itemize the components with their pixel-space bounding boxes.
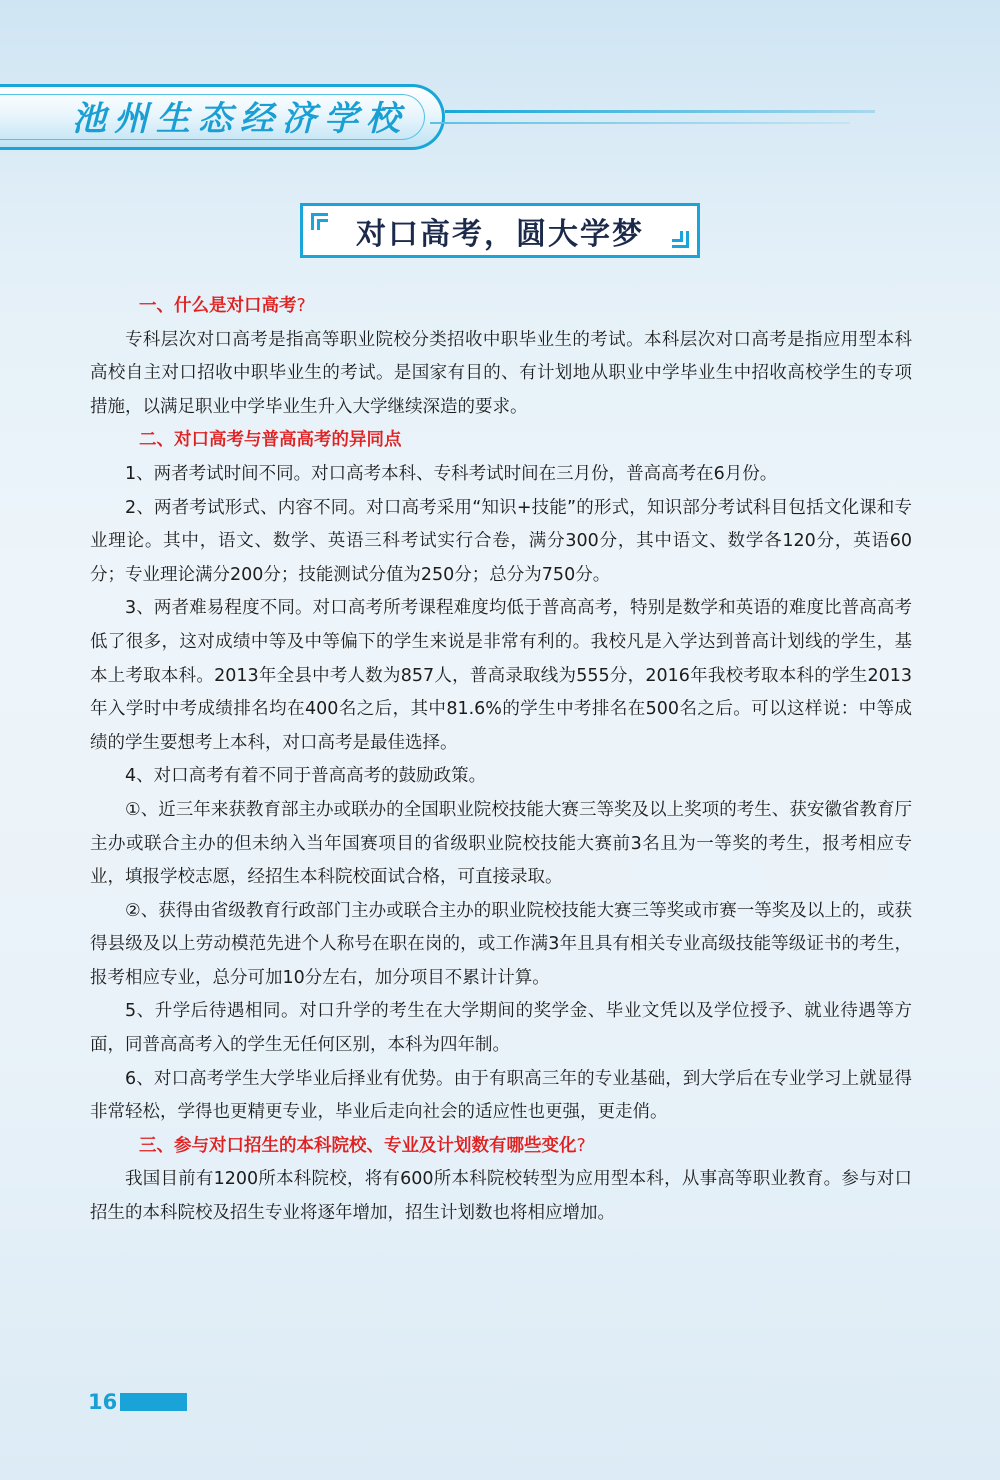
paragraph: 6、对口高考学生大学毕业后择业有优势。由于有职高三年的专业基础，到大学后在专业学习上就显得非常轻松，学得也更精更专业，毕业后走向社会的适应性也更强，更走俏。	[90, 1068, 912, 1123]
paragraph: 1、两者考试时间不同。对口高考本科、专科考试时间在三月份，普高高考在6月份。	[125, 463, 778, 484]
article-body	[90, 290, 912, 1231]
corner-ornament-top-left-inner	[317, 219, 328, 230]
section-heading-2: 二、对口高考与普高高考的异同点	[139, 430, 402, 451]
paragraph: 专科层次对口高考是指高等职业院校分类招收中职毕业生的考试。本科层次对口高考是指应用型本科高校自主对口招收中职毕业生的考试。是国家有目的、有计划地从职业中学毕业生中招收高校学生的专项措施，以满足职业中学毕业生升入大学继续深造的要求。	[90, 329, 912, 417]
paragraph: 2、两者考试形式、内容不同。对口高考采用“知识+技能”的形式，知识部分考试科目包括文化课和专业理论。其中，语文、数学、英语三科考试实行合卷，满分300分，其中语文、数学各120分，英语60分；专业理论满分200分；技能测试分值为250分；总分为750分。	[90, 497, 912, 585]
section-heading-1-text: 一、什么是对口高考	[139, 296, 297, 316]
paragraph: 我国目前有1200所本科院校，将有600所本科院校转型为应用型本科，从事高等职业教育。参与对口招生的本科院校及招生专业将逐年增加，招生计划数也将相应增加。	[90, 1169, 912, 1224]
paragraph: ②、获得由省级教育行政部门主办或联合主办的职业院校技能大赛三等奖或市赛一等奖及以上的，或获得县级及以上劳动模范先进个人称号在职在岗的，或工作满3年且具有相关专业高级技能等级证书的考生，报考相应专业，总分可加10分左右，加分项目不累计计算。	[90, 900, 912, 988]
section-heading-1-suffix: ?	[296, 296, 306, 316]
paragraph: 5、升学后待遇相同。对口升学的考生在大学期间的奖学金、毕业文凭以及学位授予、就业待遇等方面，同普高高考入的学生无任何区别，本科为四年制。	[90, 1001, 912, 1056]
school-name: 池州生态经济学校	[72, 99, 408, 139]
paragraph: 4、对口高考有着不同于普高高考的鼓励政策。	[125, 766, 487, 787]
title-box	[300, 203, 700, 258]
paragraph: ①、近三年来获教育部主办或联办的全国职业院校技能大赛三等奖及以上奖项的考生、获安徽省教育厅主办或联合主办的但未纳入当年国赛项目的省级职业院校技能大赛前3名且为一等奖的考生，报考相应专业，填报学校志愿，经招生本科院校面试合格，可直接录取。	[90, 799, 912, 888]
section-heading-1	[90, 290, 912, 324]
paragraph: 3、两者难易程度不同。对口高考所考课程难度均低于普高高考，特别是数学和英语的难度比普高高考低了很多，这对成绩中等及中等偏下的学生来说是非常有利的。我校凡是入学达到普高计划线的学生，基本上考取本科。2013年全县中考人数为857人，普高录取线为555分，2016年我校考取本科的学生2013年入学时中考成绩排名均在400名之后，其中81.6%的学生中考排名在500名之后。可以这样说：中等成绩的学生要想考上本科，对口高考是最佳选择。	[90, 598, 912, 753]
header-rule-top	[445, 110, 875, 113]
corner-ornament-bottom-right-inner	[672, 231, 683, 242]
section-heading-3-text: 三、参与对口招生的本科院校、专业及计划数有哪些变化	[139, 1135, 577, 1156]
page-number-bar	[120, 1393, 187, 1411]
page-number: 16	[88, 1390, 118, 1414]
header-rule-bottom	[430, 122, 850, 124]
section-heading-3	[90, 1130, 912, 1164]
page-title: 对口高考，圆大学梦	[356, 216, 644, 252]
section-heading-3-suffix: ?	[576, 1135, 586, 1156]
